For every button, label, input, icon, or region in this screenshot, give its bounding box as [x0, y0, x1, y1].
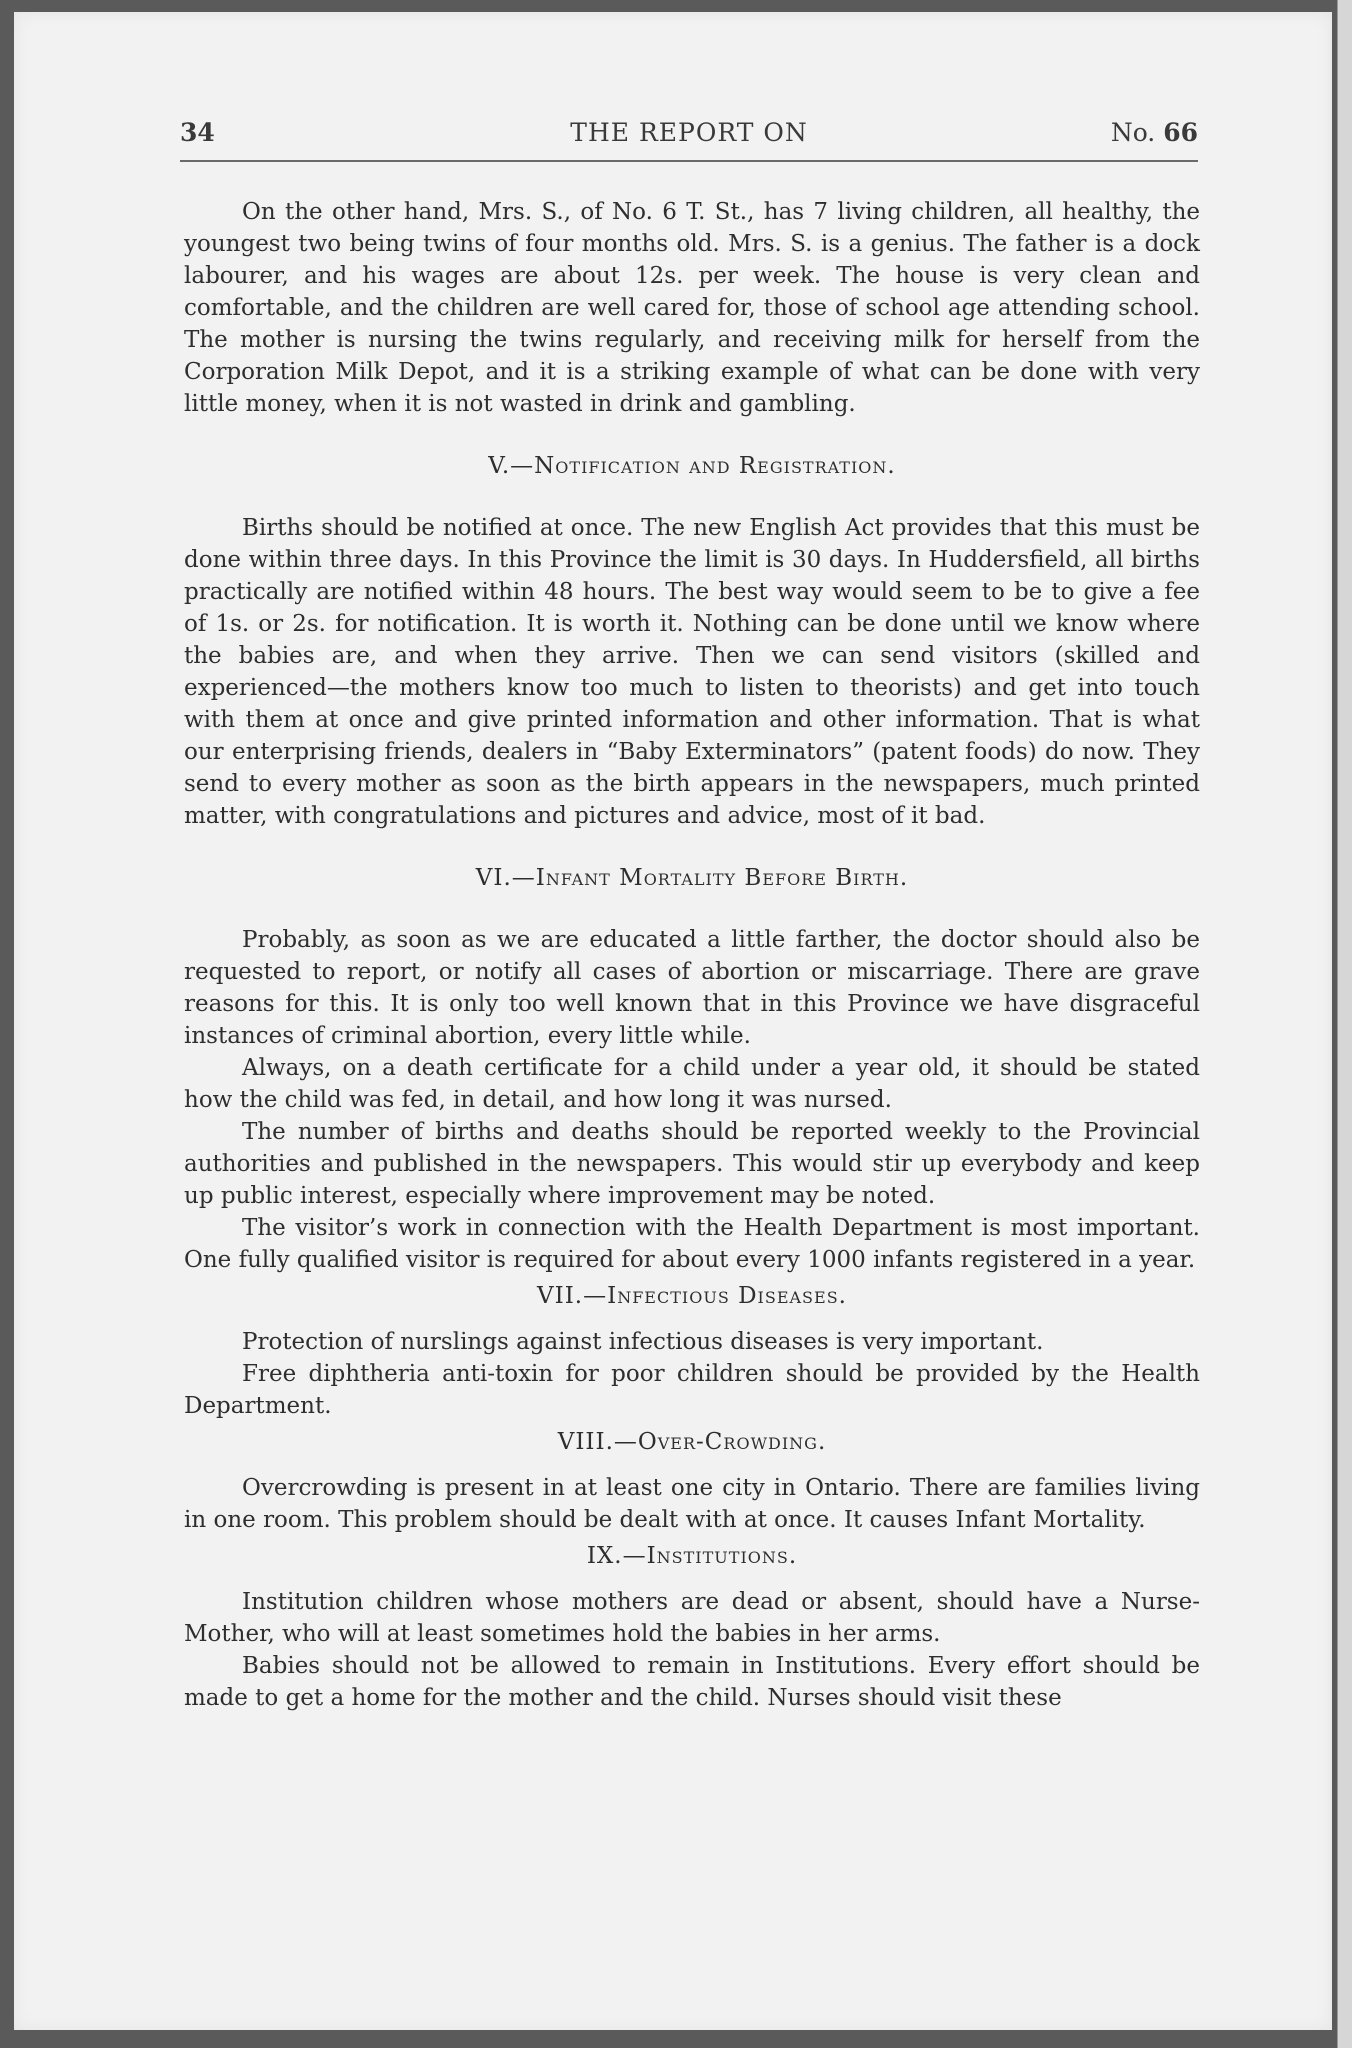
page-body	[184, 196, 1200, 1714]
running-title: THE REPORT ON	[570, 118, 808, 147]
section-heading-vi: VI.—Infant Mortality Before Birth.	[475, 865, 909, 891]
paragraph: Births should be notified at once. The new English Act provides that this must be done within three days. In this Province the limit is 30 days. In Huddersfield, all births practically are notified within 48 hours. The best way would seem to be to give a fee of 1s. or 2s. for notification. It is worth it. Nothing can be done until we know where the babies are, and when they arrive. Then we can send visitors (skilled and experienced—the mothers know too much to listen to theorists) and get into touch with them at once and give printed information and other information. That is what our enterprising friends, dealers in “Baby Exterminators” (patent foods) do now. They send to every mother as soon as the birth appears in the newspapers, much printed matter, with congratulations and pictures and advice, most of it bad.	[184, 515, 1200, 829]
paragraph: The number of births and deaths should be reported weekly to the Provincial authorities and published in the newspapers. This would stir up everybody and keep up public interest, especially where improvement may be noted.	[184, 1119, 1200, 1209]
running-header	[180, 112, 1198, 152]
page-edge	[1337, 0, 1352, 2048]
paragraph: Free diphtheria anti-toxin for poor children should be provided by the Health Department.	[184, 1361, 1200, 1419]
section-heading-v: V.—Notification and Registration.	[488, 453, 896, 479]
paragraph: Institution children whose mothers are dead or absent, should have a Nurse-Mother, who will at least sometimes hold the babies in her arms.	[184, 1589, 1200, 1647]
paragraph: The visitor’s work in connection with the Health Department is most important. One fully qualified visitor is required for about every 1000 infants registered in a year.	[184, 1215, 1200, 1273]
section-heading-viii: VIII.—Over-Crowding.	[557, 1429, 827, 1455]
paragraph: Always, on a death certificate for a child under a year old, it should be stated how the child was fed, in detail, and how long it was nursed.	[184, 1055, 1200, 1113]
paragraph: Overcrowding is present in at least one city in Ontario. There are families living in one room. This problem should be dealt with at once. It causes Infant Mortality.	[184, 1475, 1200, 1533]
section-heading-vii: VII.—Infectious Diseases.	[537, 1283, 847, 1309]
page-number: 34	[180, 118, 215, 147]
paragraph: On the other hand, Mrs. S., of No. 6 T. St., has 7 living children, all healthy, the youngest two being twins of four months old. Mrs. S. is a genius. The father is a dock labourer, and his wages are about 12s. per week. The house is very clean and comfortable, and the children are well cared for, those of school age attending school. The mother is nursing the twins regularly, and receiving milk for herself from the Corporation Milk Depot, and it is a striking example of what can be done with very little money, when it is not wasted in drink and gambling.	[184, 199, 1200, 417]
section-heading-ix: IX.—Institutions.	[586, 1543, 798, 1569]
paragraph: Probably, as soon as we are educated a little farther, the doctor should also be requested to report, or notify all cases of abortion or miscarriage. There are grave reasons for this. It is only too well known that in this Province we have disgraceful instances of criminal abortion, every little while.	[184, 927, 1200, 1049]
header-rule	[180, 160, 1198, 162]
issue-number	[1111, 118, 1198, 147]
paragraph: Protection of nurslings against infectious diseases is very important.	[242, 1329, 1044, 1355]
issue-prefix: No.	[1110, 118, 1156, 147]
paragraph: Babies should not be allowed to remain in Institutions. Every effort should be made to get a home for the mother and the child. Nurses should visit these	[184, 1653, 1200, 1711]
issue-value: 66	[1163, 118, 1198, 147]
